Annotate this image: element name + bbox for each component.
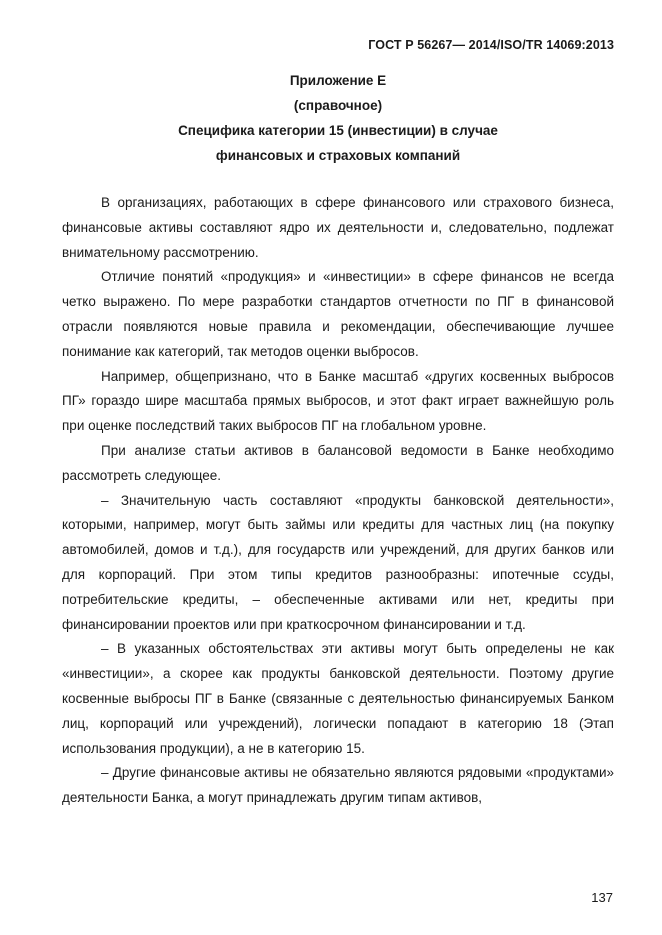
paragraph: Отличие понятий «продукция» и «инвестиции» в сфере финансов не всегда четко выражено. По мере разработки стандартов отчетности по ПГ в финансовой отрасли появляются новые правила и рекомендации, обеспечивающие лучшее понимание как категорий, так методов оценки выбросов. <box>62 269 614 359</box>
page-number: 137 <box>591 890 613 905</box>
document-header: ГОСТ Р 56267— 2014/ISO/TR 14069:2013 <box>368 38 614 52</box>
list-item: – Значительную часть составляют «продукты банковской деятельности», которыми, например, могут быть займы или кредиты для частных лиц (на покупку автомобилей, домов и т.д.), для государств или учреждений, для других банков или для корпораций. При этом типы кредитов разнообразны: ипотечные ссуды, потребительские кредиты, – обеспеченные активами или нет, кредиты при финансировании проектов или при краткосрочном финансировании и т.д. <box>62 492 614 632</box>
list-item: – Другие финансовые активы не обязательно являются рядовыми «продуктами» деятельности Банка, а могут принадлежать другим типам активов, <box>62 765 614 806</box>
paragraph: Например, общепризнано, что в Банке масштаб «других косвенных выбросов ПГ» гораздо шире масштаба прямых выбросов, и этот факт играет важнейшую роль при оценке последствий таких выбросов ПГ на глобальном уровне. <box>62 368 614 434</box>
annex-heading-line2: финансовых и страховых компаний <box>215 148 461 163</box>
body-text <box>62 191 614 811</box>
annex-type: (справочное) <box>293 98 383 113</box>
paragraph: В организациях, работающих в сфере финансового или страхового бизнеса, финансовые активы составляют ядро их деятельности и, следовательно, подлежат внимательному рассмотрению. <box>62 195 614 260</box>
paragraph: При анализе статьи активов в балансовой ведомости в Банке необходимо рассмотреть следующее. <box>62 442 614 483</box>
annex-label: Приложение Е <box>289 73 387 88</box>
annex-title-block <box>62 68 614 168</box>
annex-heading-line1: Специфика категории 15 (инвестиции) в случае <box>178 123 498 138</box>
list-item: – В указанных обстоятельствах эти активы могут быть определены не как «инвестиции», а скорее как продукты банковской деятельности. Поэтому другие косвенные выбросы ПГ в Банке (связанные с деятельностью финансируемых Банком лиц, корпораций или учреждений), логически попадают в категорию 18 (Этап использования продукции), а не в категорию 15. <box>62 641 614 756</box>
